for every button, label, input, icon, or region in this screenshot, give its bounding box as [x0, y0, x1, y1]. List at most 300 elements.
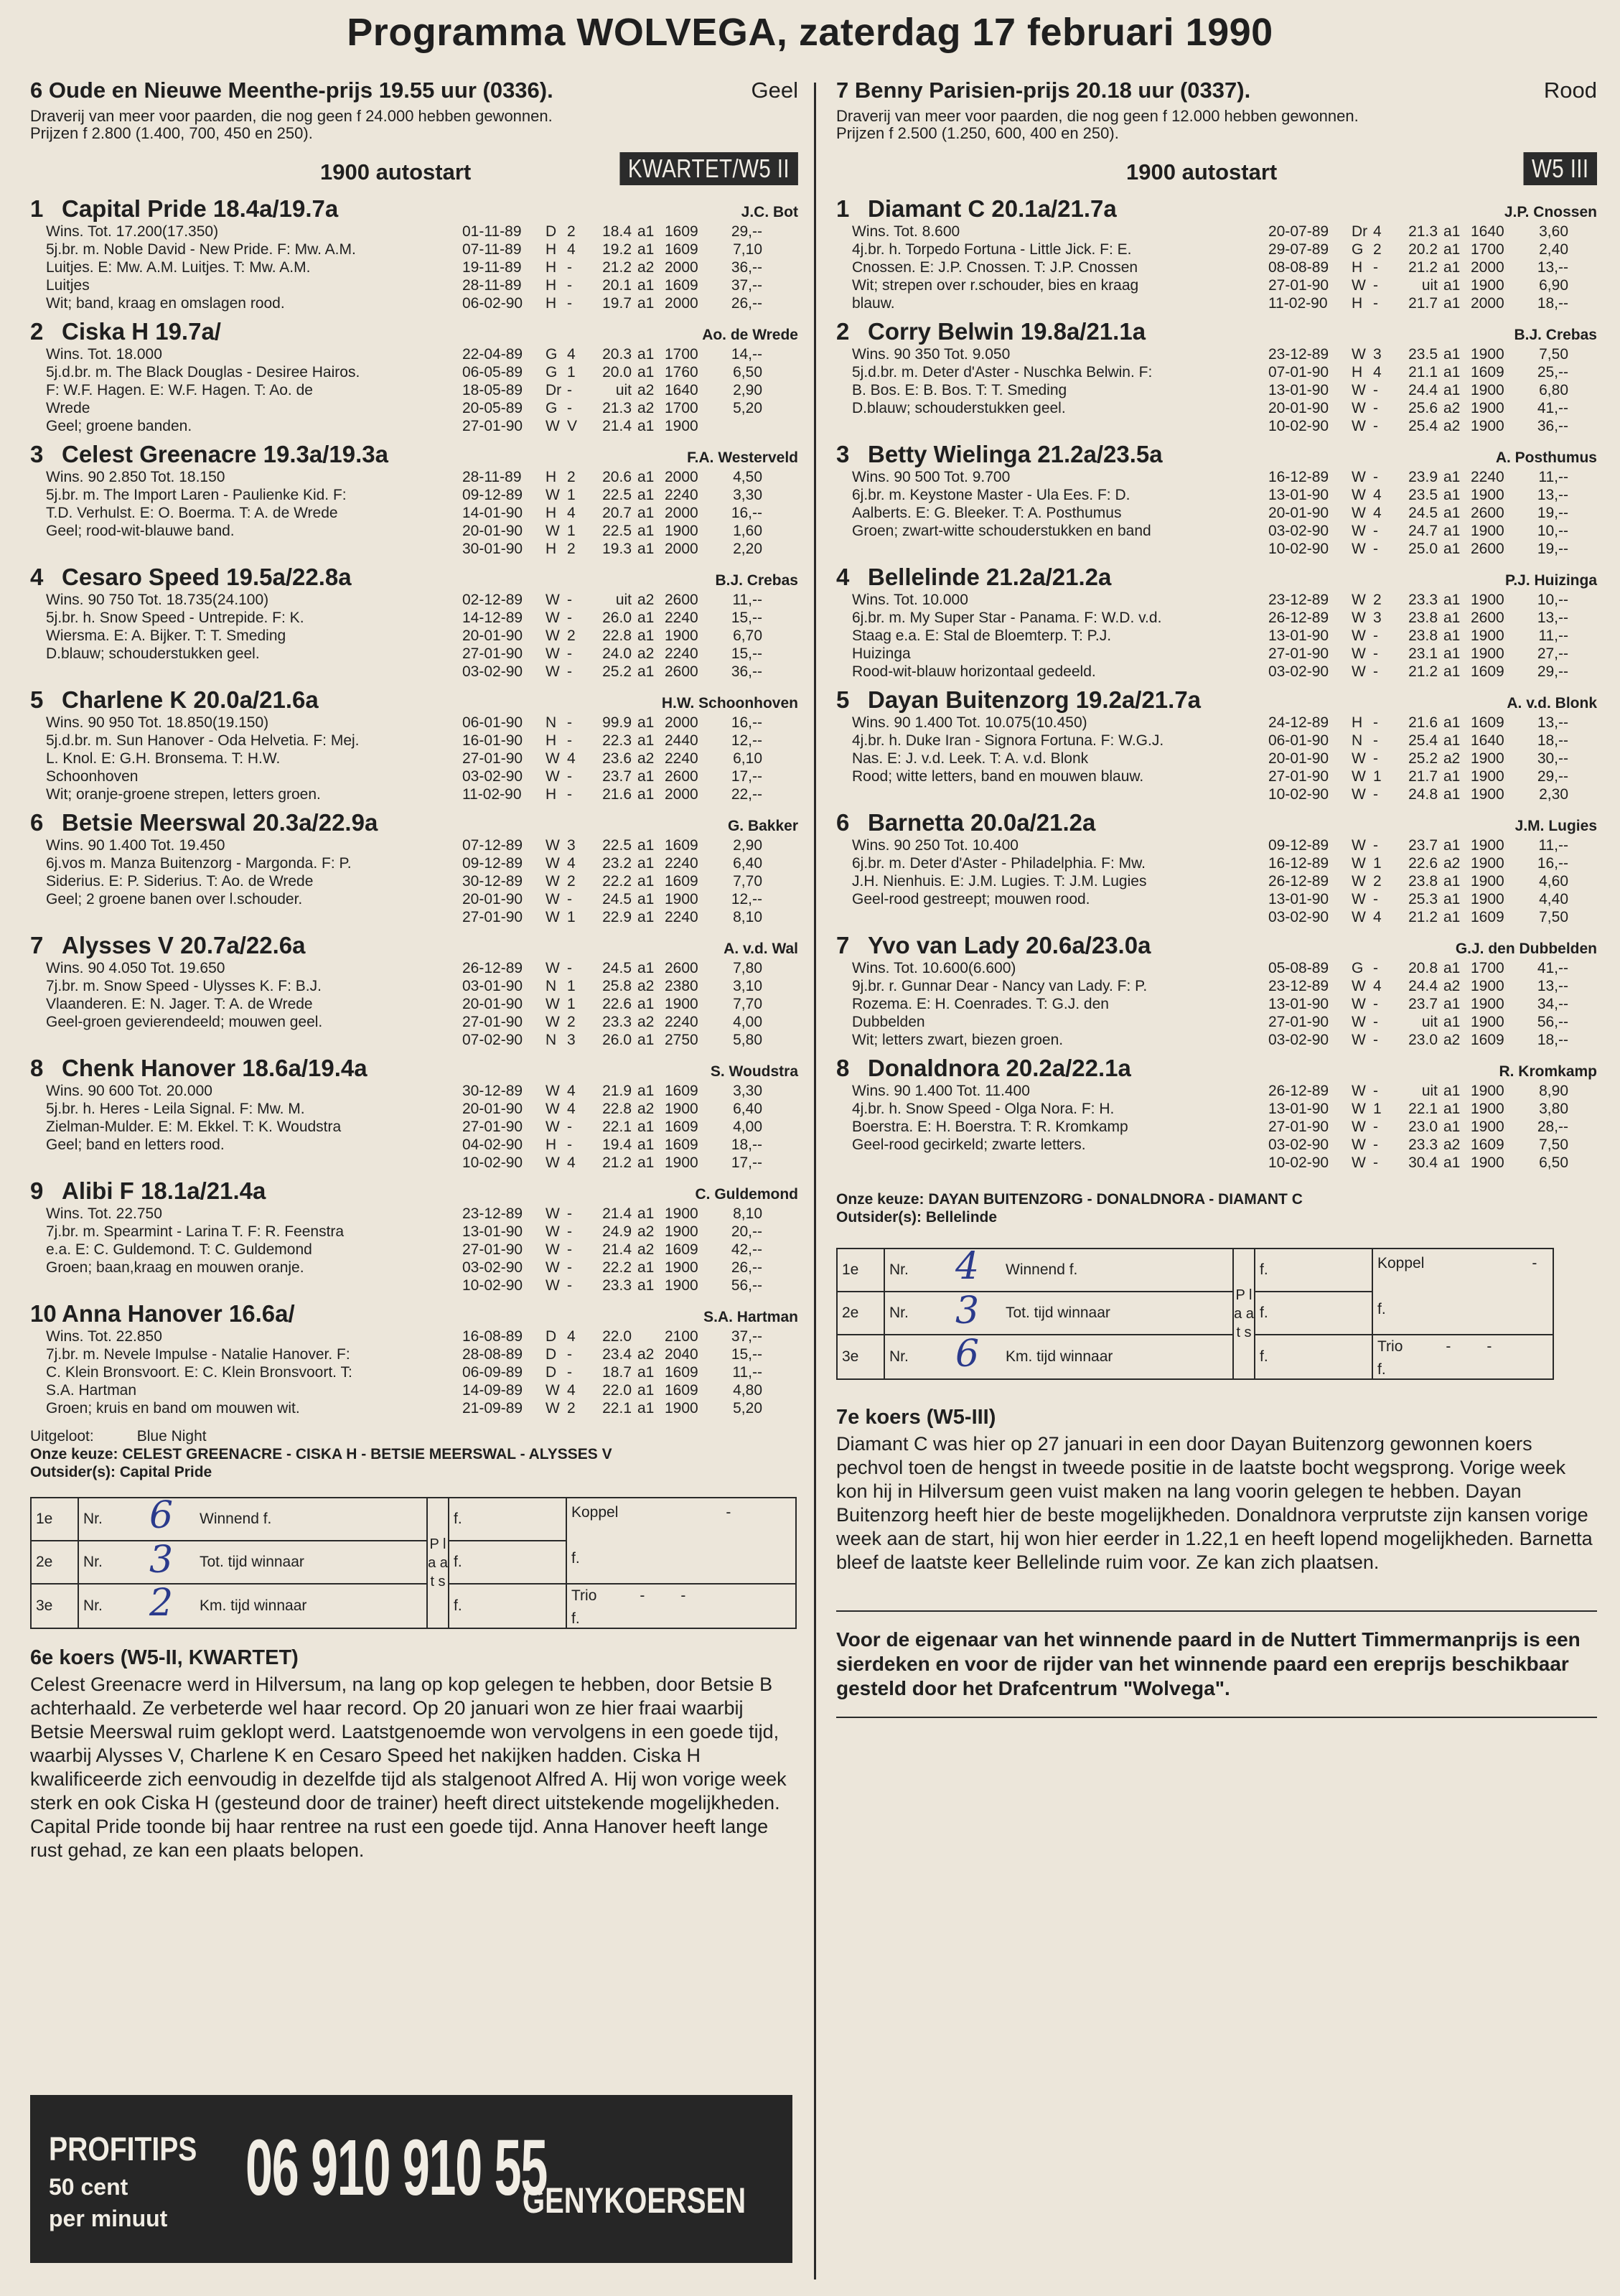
- horse-info-line: Wins. 90 950 Tot. 18.850(19.150): [46, 714, 269, 731]
- race-prizes: Prijzen f 2.800 (1.400, 700, 450 en 250).: [30, 124, 313, 142]
- horse-entry: [30, 318, 798, 435]
- result-row: 28-11-89 H 2 20.6 a1 2000 4,50: [462, 469, 762, 485]
- horse-entry: [30, 195, 798, 312]
- horse-name: 4 Cesaro Speed 19.5a/22.8a: [30, 564, 352, 590]
- horse-info: [836, 223, 1268, 312]
- race-summary: [836, 1190, 1597, 1226]
- race-6-column: [30, 78, 798, 1862]
- horse-info-line: [852, 1154, 1268, 1172]
- horse-entry: [30, 932, 798, 1049]
- horse-name: 3 Betty Wielinga 21.2a/23.5a: [836, 441, 1163, 467]
- horse-number: 8: [30, 1055, 44, 1081]
- bet-form: [836, 1245, 1554, 1380]
- handwritten-number: 3: [955, 1289, 980, 1333]
- horse-info-line: [46, 1277, 462, 1294]
- horse-info-line: Wins. Tot. 10.600(6.600): [852, 960, 1016, 976]
- horse-info-line: [46, 1154, 462, 1172]
- horse-info: [30, 836, 462, 926]
- horse-number: 4: [30, 564, 44, 590]
- trio-cell[interactable]: Trio - - f.: [566, 1584, 796, 1628]
- horse-driver: S.A. Hartman: [703, 1309, 798, 1325]
- start-row: [836, 146, 1597, 190]
- horse-driver: G.J. den Dubbelden: [1455, 941, 1597, 957]
- horse-info-line: Groen; baan,kraag en mouwen oranje.: [46, 1259, 304, 1276]
- horse-info-line: Wins. Tot. 8.600: [852, 223, 960, 240]
- horse-info-line: 5j.d.br. m. Sun Hanover - Oda Helvetia. F: Mej.: [46, 732, 360, 749]
- result-row: 06-01-90 N - 25.4 a1 1640 18,--: [1268, 732, 1568, 749]
- our-choice: Onze keuze: DAYAN BUITENZORG - DONALDNORA - DIAMANT C: [836, 1191, 1303, 1208]
- horse-info-line: Rood-wit-blauw horizontaal gedeeld.: [852, 663, 1096, 680]
- result-row: 28-11-89 H - 20.1 a1 1609 37,--: [462, 277, 762, 294]
- horse-header: [836, 932, 1597, 959]
- plaats-value-cell[interactable]: f.: [449, 1498, 566, 1541]
- horse-info-line: [46, 908, 462, 926]
- trio-cell[interactable]: Trio - - f.: [1372, 1335, 1553, 1379]
- race-description: [836, 108, 1597, 142]
- horse-info-line: D.blauw; schouderstukken geel.: [46, 645, 260, 662]
- result-row: 13-01-90 W - 25.3 a1 1900 4,40: [1268, 891, 1568, 907]
- result-row: 03-02-90 W - 23.0 a2 1609 18,--: [1268, 1032, 1568, 1048]
- horse-info-line: 5j.br. h. Snow Speed - Untrepide. F: K.: [46, 610, 304, 626]
- horse-number: 10: [30, 1300, 57, 1327]
- result-row: 07-02-90 N 3 26.0 a1 2750 5,80: [462, 1032, 762, 1048]
- horse-info-line: Dubbelden: [852, 1014, 925, 1030]
- result-row: 09-12-89 W - 23.7 a1 1900 11,--: [1268, 837, 1568, 854]
- bet-row-label: 2e: [837, 1292, 884, 1335]
- uitgeloot-label: Uitgeloot:: [30, 1428, 94, 1445]
- bet-nr-cell[interactable]: Nr. 4: [884, 1249, 1001, 1292]
- horse-entry: [30, 1177, 798, 1294]
- horse-info: [30, 959, 462, 1049]
- koppel-cell[interactable]: Koppel - f.: [1372, 1249, 1553, 1335]
- plaats-value-cell[interactable]: f.: [449, 1584, 566, 1628]
- result-row: 03-01-90 N 1 25.8 a2 2380 3,10: [462, 978, 762, 994]
- horse-header: [30, 441, 798, 468]
- horse-name: 6 Betsie Meerswal 20.3a/22.9a: [30, 809, 378, 836]
- horse-number: 2: [30, 318, 44, 345]
- result-row: 27-01-90 W - uit a1 1900 6,90: [1268, 277, 1568, 294]
- bet-nr-cell[interactable]: Nr. 3: [884, 1292, 1001, 1335]
- result-row: 23-12-89 W 4 24.4 a2 1900 13,--: [1268, 978, 1568, 994]
- result-row: 27-01-90 W - 22.1 a1 1609 4,00: [462, 1119, 762, 1135]
- horse-info-line: 6j.br. m. Keystone Master - Ula Ees. F: D.: [852, 487, 1130, 503]
- horse-info-line: 6j.vos m. Manza Buitenzorg - Margonda. F: P.: [46, 855, 352, 872]
- outsiders: Outsider(s): Bellelinde: [836, 1209, 998, 1226]
- horse-info-line: 6j.br. m. My Super Star - Panama. F: W.D. v.d.: [852, 610, 1162, 626]
- horse-info-line: Wins. 90 4.050 Tot. 19.650: [46, 960, 225, 976]
- bet-row-label: 1e: [837, 1249, 884, 1292]
- race-prizes: Prijzen f 2.500 (1.250, 600, 400 en 250).: [836, 124, 1119, 142]
- horse-info: [836, 836, 1268, 926]
- result-row: 20-01-90 W 4 22.8 a2 1900 6,40: [462, 1101, 762, 1117]
- horse-entry: [836, 686, 1597, 803]
- result-row: 21-09-89 W 2 22.1 a1 1900 5,20: [462, 1400, 762, 1417]
- horse-number: 4: [836, 564, 850, 590]
- horse-header: [30, 809, 798, 836]
- result-row: 20-01-90 W 4 24.5 a1 2600 19,--: [1268, 505, 1568, 521]
- horse-info-line: Geel; groene banden.: [46, 418, 192, 434]
- result-row: 20-01-90 W - 25.6 a2 1900 41,--: [1268, 400, 1568, 416]
- race-summary: [30, 1427, 798, 1481]
- bet-winnend-label: Winnend f.: [1001, 1249, 1233, 1292]
- horse-results: [462, 1082, 798, 1172]
- horse-header: [836, 686, 1597, 714]
- result-row: 27-01-90 W 4 23.6 a2 2240 6,10: [462, 750, 762, 767]
- horse-entry: [836, 564, 1597, 681]
- horse-driver: J.C. Bot: [741, 204, 798, 220]
- bet-km-tijd-label: Km. tijd winnaar: [1001, 1335, 1233, 1379]
- horse-info-line: Zielman-Mulder. E: M. Ekkel. T: K. Woudstra: [46, 1119, 342, 1135]
- horse-info-line: Geel-rood gecirkeld; zwarte letters.: [852, 1137, 1086, 1153]
- handwritten-number: 6: [955, 1333, 980, 1376]
- section-rule: [836, 1610, 1597, 1612]
- race-conditions: Draverij van meer voor paarden, die nog geen f 12.000 hebben gewonnen.: [836, 107, 1359, 125]
- result-row: 10-02-90 W 4 21.2 a1 1900 17,--: [462, 1154, 762, 1171]
- horse-info-line: blauw.: [852, 295, 895, 312]
- horse-info-line: 7j.br. m. Spearmint - Larina T. F: R. Feenstra: [46, 1223, 345, 1240]
- result-row: 10-02-90 W - 30.4 a1 1900 6,50: [1268, 1154, 1568, 1171]
- horse-results: [1268, 591, 1597, 681]
- horse-info: [30, 1082, 462, 1172]
- horse-header: [30, 686, 798, 714]
- result-row: 06-05-89 G 1 20.0 a1 1760 6,50: [462, 364, 762, 381]
- result-row: 16-12-89 W 1 22.6 a2 1900 16,--: [1268, 855, 1568, 872]
- horse-results: [462, 345, 798, 435]
- horse-info: [30, 1327, 462, 1417]
- horse-entry: [836, 195, 1597, 312]
- horse-header: [836, 441, 1597, 468]
- horse-info-line: 7j.br. m. Snow Speed - Ulysses K. F: B.J.: [46, 978, 322, 994]
- race-description: [30, 108, 798, 142]
- horse-info: [30, 1205, 462, 1294]
- horse-info-line: [46, 663, 462, 681]
- result-row: 14-01-90 H 4 20.7 a1 2000 16,--: [462, 505, 762, 521]
- horse-info-line: Vlaanderen. E: N. Jager. T: A. de Wrede: [46, 996, 313, 1012]
- result-row: 10-02-90 W - 25.4 a2 1900 36,--: [1268, 418, 1568, 434]
- plaats-label: P l a a t s: [1233, 1249, 1255, 1379]
- commentary-title: 6e koers (W5-II, KWARTET): [30, 1646, 299, 1669]
- horse-info-line: [852, 417, 1268, 435]
- result-row: 26-12-89 W 3 23.8 a1 2600 13,--: [1268, 610, 1568, 626]
- advertisement-banner: [30, 2095, 792, 2263]
- horse-driver: A. v.d. Blonk: [1507, 695, 1597, 711]
- horse-driver: J.P. Cnossen: [1504, 204, 1597, 220]
- horse-info-line: B. Bos. E: B. Bos. T: T. Smeding: [852, 382, 1067, 398]
- horse-driver: H.W. Schoonhoven: [661, 695, 798, 711]
- commentary-title: 7e koers (W5-III): [836, 1406, 996, 1429]
- bet-nr-cell[interactable]: Nr. 6: [78, 1498, 195, 1541]
- result-row: 10-02-90 W - 24.8 a1 1900 2,30: [1268, 786, 1568, 803]
- result-row: 11-02-90 H - 21.7 a1 2000 18,--: [1268, 295, 1568, 312]
- race-7-column: [836, 78, 1597, 1718]
- plaats-value-cell[interactable]: f.: [449, 1541, 566, 1584]
- bet-nr-cell[interactable]: Nr. 3: [78, 1541, 195, 1584]
- result-row: 23-12-89 W 2 23.3 a1 1900 10,--: [1268, 592, 1568, 608]
- result-row: 27-01-90 W - uit a1 1900 56,--: [1268, 1014, 1568, 1030]
- horse-info-line: Groen; kruis en band om mouwen wit.: [46, 1400, 300, 1417]
- result-row: 03-02-90 W - 25.2 a1 2600 36,--: [462, 663, 762, 680]
- bet-tot-tijd-label: Tot. tijd winnaar: [195, 1541, 427, 1584]
- horse-info-line: Nas. E: J. v.d. Leek. T: A. v.d. Blonk: [852, 750, 1089, 767]
- horse-results: [462, 591, 798, 681]
- horse-info: [30, 714, 462, 803]
- horse-info-line: Wins. Tot. 22.850: [46, 1328, 162, 1345]
- horse-number: 5: [836, 686, 850, 713]
- horse-info-line: Rozema. E: H. Coenrades. T: G.J. den: [852, 996, 1109, 1012]
- horse-driver: F.A. Westerveld: [687, 449, 798, 466]
- ad-per-minuut: per minuut: [49, 2206, 168, 2231]
- start-label: 1900 autostart: [1126, 159, 1278, 185]
- result-row: 04-02-90 H - 19.4 a1 1609 18,--: [462, 1137, 762, 1153]
- horse-info-line: 5j.br. m. Noble David - New Pride. F: Mw. A.M.: [46, 241, 356, 258]
- horse-info-line: 4j.br. h. Torpedo Fortuna - Little Jick. F: E.: [852, 241, 1132, 258]
- horse-entry: [836, 1055, 1597, 1172]
- horse-results: [1268, 468, 1597, 558]
- horse-name: 2 Ciska H 19.7a/: [30, 318, 221, 345]
- result-row: 09-12-89 W 1 22.5 a1 2240 3,30: [462, 487, 762, 503]
- result-row: 20-01-90 W 2 22.8 a1 1900 6,70: [462, 627, 762, 644]
- horse-results: [462, 714, 798, 803]
- horse-info-line: 5j.d.br. m. Deter d'Aster - Nuschka Belwin. F:: [852, 364, 1153, 381]
- ad-brand: GENYKOERSEN: [523, 2180, 746, 2221]
- horse-info: [836, 345, 1268, 435]
- horse-name: 1 Capital Pride 18.4a/19.7a: [30, 195, 339, 222]
- race-color: Geel: [751, 78, 798, 103]
- horse-driver: B.J. Crebas: [715, 572, 798, 589]
- horse-info-line: e.a. E: C. Guldemond. T: C. Guldemond: [46, 1241, 312, 1258]
- horse-number: 1: [30, 195, 44, 222]
- result-row: 13-01-90 W - 23.8 a1 1900 11,--: [1268, 627, 1568, 644]
- horse-name: 5 Charlene K 20.0a/21.6a: [30, 686, 319, 713]
- horse-name: 8 Chenk Hanover 18.6a/19.4a: [30, 1055, 367, 1081]
- ad-phone-number: 06 910 910 55: [245, 2124, 548, 2212]
- horse-info: [30, 468, 462, 558]
- horse-entry: [836, 441, 1597, 558]
- bet-nr-cell[interactable]: Nr. 2: [78, 1584, 195, 1628]
- plaats-value-cell[interactable]: f.: [1255, 1249, 1372, 1292]
- horse-entry: [30, 809, 798, 926]
- horse-info-line: L. Knol. E: G.H. Bronsema. T: H.W.: [46, 750, 281, 767]
- horse-header: [30, 1055, 798, 1082]
- horse-info-line: Geel-groen gevierendeeld; mouwen geel.: [46, 1014, 323, 1030]
- bet-tot-tijd-label: Tot. tijd winnaar: [1001, 1292, 1233, 1335]
- horse-info-line: 5j.br. h. Heres - Leila Signal. F: Mw. M.: [46, 1101, 305, 1117]
- result-row: 03-02-90 W - 24.7 a1 1900 10,--: [1268, 523, 1568, 539]
- horse-results: [462, 468, 798, 558]
- horse-info-line: Wit; band, kraag en omslagen rood.: [46, 295, 285, 312]
- result-row: 16-01-90 H - 22.3 a1 2440 12,--: [462, 732, 762, 749]
- horse-info: [30, 223, 462, 312]
- horse-results: [1268, 345, 1597, 435]
- result-row: 14-09-89 W 4 22.0 a1 1609 4,80: [462, 1382, 762, 1399]
- horse-info-line: D.blauw; schouderstukken geel.: [852, 400, 1066, 416]
- result-row: 03-02-90 W - 23.3 a2 1609 7,50: [1268, 1137, 1568, 1153]
- horse-name: 2 Corry Belwin 19.8a/21.1a: [836, 318, 1146, 345]
- result-row: 03-02-90 W - 22.2 a1 1900 26,--: [462, 1259, 762, 1276]
- horse-info-line: Schoonhoven: [46, 768, 139, 785]
- horse-info-line: [852, 908, 1268, 926]
- horse-number: 5: [30, 686, 44, 713]
- result-row: 27-01-90 W V 21.4 a1 1900: [462, 418, 698, 434]
- horse-info-line: Wins. Tot. 18.000: [46, 346, 162, 363]
- horse-driver: P.J. Huizinga: [1505, 572, 1597, 589]
- horse-number: 8: [836, 1055, 850, 1081]
- horse-entry: [30, 1055, 798, 1172]
- result-row: 09-12-89 W 4 23.2 a1 2240 6,40: [462, 855, 762, 872]
- result-row: 20-05-89 G - 21.3 a2 1700 5,20: [462, 400, 762, 416]
- horse-info: [836, 591, 1268, 681]
- horse-number: 3: [836, 441, 850, 467]
- horse-info-line: Huizinga: [852, 645, 911, 662]
- horse-results: [462, 223, 798, 312]
- horse-name: 10 Anna Hanover 16.6a/: [30, 1300, 295, 1327]
- horse-info-line: T.D. Verhulst. E: O. Boerma. T: A. de Wrede: [46, 505, 338, 521]
- horse-info-line: 6j.br. m. Deter d'Aster - Philadelphia. F: Mw.: [852, 855, 1146, 872]
- race-header: [836, 78, 1597, 103]
- horse-driver: Ao. de Wrede: [702, 327, 798, 343]
- handwritten-number: 4: [955, 1245, 980, 1288]
- horse-entry: [30, 564, 798, 681]
- our-choice: Onze keuze: CELEST GREENACRE - CISKA H - BETSIE MEERSWAL - ALYSSES V: [30, 1446, 612, 1462]
- prize-notice: Voor de eigenaar van het winnende paard in de Nuttert Timmermanprijs is een sierdeken en voor de rijder van het winnende paard een ereprijs beschikbaar gesteld door het Drafcentrum "Wolvega".: [836, 1628, 1581, 1699]
- race-color: Rood: [1543, 78, 1597, 103]
- plaats-value-cell[interactable]: f.: [1255, 1335, 1372, 1379]
- horse-results: [462, 1205, 798, 1294]
- horse-info-line: Geel; 2 groene banen over l.schouder.: [46, 891, 303, 907]
- horse-info-line: Wins. 90 1.400 Tot. 11.400: [852, 1083, 1030, 1099]
- result-row: 11-02-90 H - 21.6 a1 2000 22,--: [462, 786, 762, 803]
- result-row: 30-12-89 W 2 22.2 a1 1609 7,70: [462, 873, 762, 890]
- horse-header: [30, 932, 798, 959]
- result-row: 13-01-90 W - 24.9 a2 1900 20,--: [462, 1223, 762, 1240]
- result-row: 13-01-90 W 4 23.5 a1 1900 13,--: [1268, 487, 1568, 503]
- result-row: 20-07-89 Dr 4 21.3 a1 1640 3,60: [1268, 223, 1568, 240]
- horse-header: [836, 195, 1597, 223]
- bet-winnend-label: Winnend f.: [195, 1498, 427, 1541]
- horse-name: 6 Barnetta 20.0a/21.2a: [836, 809, 1096, 836]
- horse-info-line: 4j.br. h. Snow Speed - Olga Nora. F: H.: [852, 1101, 1115, 1117]
- result-row: 06-01-90 N - 99.9 a1 2000 16,--: [462, 714, 762, 731]
- result-row: 27-01-90 W 1 22.9 a1 2240 8,10: [462, 909, 762, 925]
- result-row: 18-05-89 Dr - uit a2 1640 2,90: [462, 382, 762, 398]
- handwritten-number: 6: [149, 1494, 174, 1537]
- result-row: 27-01-90 W 1 21.7 a1 1900 29,--: [1268, 768, 1568, 785]
- horse-info-line: Wins. Tot. 22.750: [46, 1205, 162, 1222]
- horse-number: 6: [836, 809, 850, 836]
- horse-info-line: Wins. 90 1.400 Tot. 10.075(10.450): [852, 714, 1087, 731]
- outsiders: Outsider(s): Capital Pride: [30, 1464, 212, 1480]
- result-row: 19-11-89 H - 21.2 a2 2000 36,--: [462, 259, 762, 276]
- horse-info-line: C. Klein Bronsvoort. E: C. Klein Bronsvoort. T:: [46, 1364, 352, 1381]
- result-row: 27-01-90 W 2 23.3 a2 2240 4,00: [462, 1014, 762, 1030]
- result-row: 05-08-89 G - 20.8 a1 1700 41,--: [1268, 960, 1568, 976]
- result-row: 27-01-90 W - 23.1 a1 1900 27,--: [1268, 645, 1568, 662]
- horse-header: [30, 564, 798, 591]
- horse-number: 3: [30, 441, 44, 467]
- bet-form: [30, 1494, 797, 1629]
- result-row: 06-09-89 D - 18.7 a1 1609 11,--: [462, 1364, 762, 1381]
- horse-header: [30, 195, 798, 223]
- commentary-text: Diamant C was hier op 27 januari in een door Dayan Buitenzorg gewonnen koers pechvol toen de hengst in tweede positie in de laatste bocht wegsprong. Vorige week kon hij in Hilversum geen vuist maken na lang voorin gelegen te hebben. Dayan Buitenzorg heeft hier de beste mogelijkheden. Donaldnora verprutste zijn kansen vorige week aan de start, hij won hier eerder in 1.22,1 en heeft lopend mogelijkheden. Barnetta bleef de laatste keer Bellelinde ruim voor. Ze kan zich plaatsen.: [836, 1433, 1593, 1573]
- horse-info-line: Wins. 90 500 Tot. 9.700: [852, 469, 1011, 485]
- horse-name: 3 Celest Greenacre 19.3a/19.3a: [30, 441, 388, 467]
- ad-cent: 50 cent: [49, 2174, 128, 2200]
- horse-info-line: Luitjes: [46, 277, 90, 294]
- horse-info-line: Wins. 90 2.850 Tot. 18.150: [46, 469, 225, 485]
- horse-entry: [836, 318, 1597, 435]
- plaats-value-cell[interactable]: f.: [1255, 1292, 1372, 1335]
- horse-info-line: Wins. Tot. 17.200(17.350): [46, 223, 219, 240]
- result-row: 16-12-89 W - 23.9 a1 2240 11,--: [1268, 469, 1568, 485]
- horse-info-line: Wit; strepen over r.schouder, bies en kraag: [852, 277, 1139, 294]
- result-row: 26-12-89 W - uit a1 1900 8,90: [1268, 1083, 1568, 1099]
- horse-number: 7: [836, 932, 850, 958]
- horse-info-line: 5j.br. m. The Import Laren - Paulienke Kid. F:: [46, 487, 347, 503]
- horse-number: 9: [30, 1177, 44, 1204]
- result-row: 16-08-89 D 4 22.0 2100 37,--: [462, 1328, 762, 1345]
- horse-results: [1268, 714, 1597, 803]
- horse-header: [836, 1055, 1597, 1082]
- horse-header: [836, 318, 1597, 345]
- ad-profitips: PROFITIPS: [49, 2130, 197, 2167]
- horse-info-line: Wins. Tot. 10.000: [852, 592, 968, 608]
- result-row: 07-11-89 H 4 19.2 a1 1609 7,10: [462, 241, 762, 258]
- horse-info-line: 5j.d.br. m. The Black Douglas - Desiree Hairos.: [46, 364, 360, 381]
- horse-info-line: [46, 1031, 462, 1049]
- horse-results: [462, 1327, 798, 1417]
- horse-header: [30, 1177, 798, 1205]
- horse-info-line: F: W.F. Hagen. E: W.F. Hagen. T: Ao. de: [46, 382, 313, 398]
- column-divider: [814, 83, 816, 2279]
- bet-row-label: 3e: [837, 1335, 884, 1379]
- horse-name: 4 Bellelinde 21.2a/21.2a: [836, 564, 1112, 590]
- bet-type-badge: W5 III: [1523, 152, 1597, 185]
- race-title: 7 Benny Parisien-prijs 20.18 uur (0337).: [836, 78, 1251, 103]
- horse-info-line: [852, 540, 1268, 558]
- horse-info-line: Geel-rood gestreept; mouwen rood.: [852, 891, 1090, 907]
- horse-info-line: Wiersma. E: A. Bijker. T: T. Smeding: [46, 627, 286, 644]
- page-title: Programma WOLVEGA, zaterdag 17 februari 1990: [347, 11, 1273, 54]
- horse-header: [30, 1300, 798, 1327]
- result-row: 20-01-90 W 1 22.6 a1 1900 7,70: [462, 996, 762, 1012]
- result-row: 20-01-90 W 1 22.5 a1 1900 1,60: [462, 523, 762, 539]
- horse-entry: [30, 1300, 798, 1417]
- horse-driver: S. Woudstra: [710, 1063, 798, 1080]
- result-row: 02-12-89 W - uit a2 2600 11,--: [462, 592, 762, 608]
- result-row: 20-01-90 W - 25.2 a2 1900 30,--: [1268, 750, 1568, 767]
- result-row: 10-02-90 W - 25.0 a1 2600 19,--: [1268, 541, 1568, 557]
- result-row: 03-02-90 W - 21.2 a1 1609 29,--: [1268, 663, 1568, 680]
- horse-driver: A. Posthumus: [1495, 449, 1597, 466]
- horse-info-line: Geel; rood-wit-blauwe band.: [46, 523, 235, 539]
- result-row: 30-01-90 H 2 19.3 a1 2000 2,20: [462, 541, 762, 557]
- result-row: 01-11-89 D 2 18.4 a1 1609 29,--: [462, 223, 762, 240]
- result-row: 28-08-89 D - 23.4 a2 2040 15,--: [462, 1346, 762, 1363]
- horse-info: [836, 714, 1268, 803]
- koppel-cell[interactable]: Koppel - f.: [566, 1498, 796, 1584]
- horse-info-line: Geel; band en letters rood.: [46, 1137, 225, 1153]
- result-row: 26-12-89 W 2 23.8 a1 1900 4,60: [1268, 873, 1568, 890]
- horse-driver: R. Kromkamp: [1499, 1063, 1597, 1080]
- horse-info-line: Aalberts. E: G. Bleeker. T: A. Posthumus: [852, 505, 1122, 521]
- start-row: [30, 146, 798, 190]
- horse-results: [462, 836, 798, 926]
- result-row: 23-12-89 W 3 23.5 a1 1900 7,50: [1268, 346, 1568, 363]
- horse-info-line: J.H. Nienhuis. E: J.M. Lugies. T: J.M. Lugies: [852, 873, 1147, 890]
- horse-info: [836, 959, 1268, 1049]
- result-row: 06-02-90 H - 19.7 a1 2000 26,--: [462, 295, 762, 312]
- bet-nr-cell[interactable]: Nr. 6: [884, 1335, 1001, 1379]
